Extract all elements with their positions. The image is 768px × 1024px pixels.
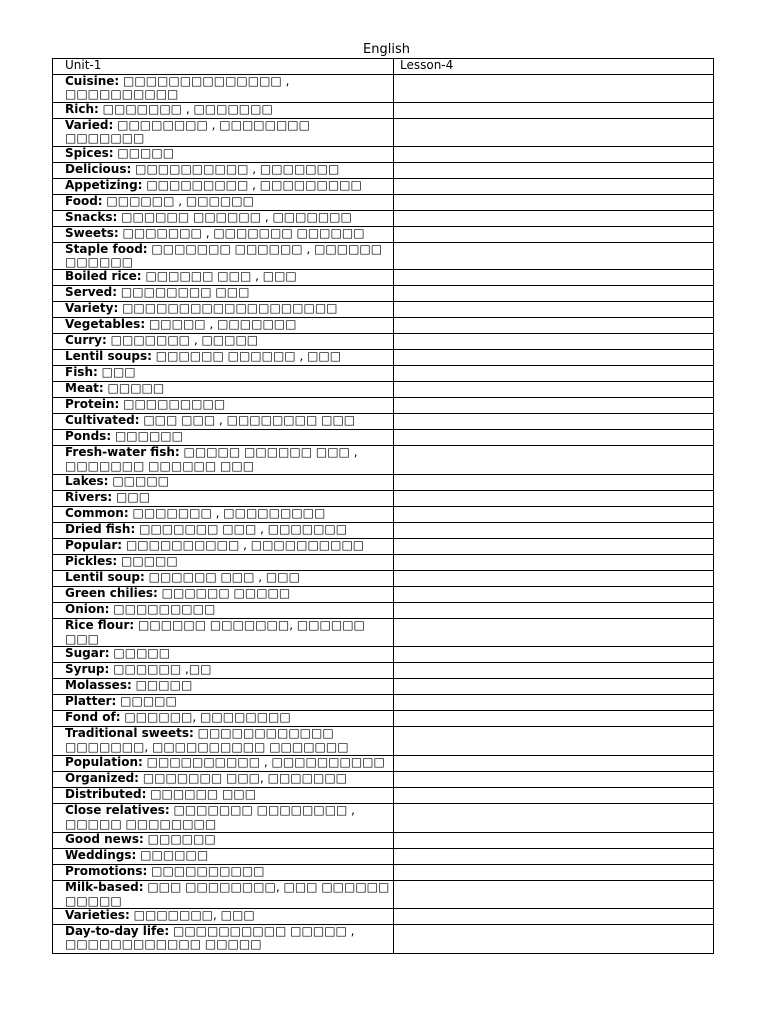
vocab-entry-cell bbox=[53, 318, 394, 334]
empty-cell bbox=[394, 507, 714, 523]
vocab-term: Fish: bbox=[65, 365, 98, 380]
empty-cell bbox=[394, 430, 714, 446]
vocab-entry-cell bbox=[53, 286, 394, 302]
vocab-meaning: □□□□□□□□□□□□□□□□□□□ bbox=[122, 301, 338, 316]
vocab-meaning: □□□□□□□, □□□ bbox=[133, 908, 255, 923]
vocab-entry-cell bbox=[53, 571, 394, 587]
vocab-term: Molasses: bbox=[65, 678, 132, 693]
vocab-entry-cell bbox=[53, 711, 394, 727]
vocab-term: Distributed: bbox=[65, 787, 147, 802]
vocab-entry-cell bbox=[53, 539, 394, 555]
vocab-term: Appetizing: bbox=[65, 178, 143, 192]
vocab-term: Curry: bbox=[65, 333, 107, 348]
empty-cell bbox=[394, 711, 714, 727]
vocabulary-table bbox=[52, 58, 714, 954]
vocab-term: Sugar: bbox=[65, 646, 110, 661]
table-row bbox=[53, 587, 714, 603]
lesson-header: Lesson-4 bbox=[394, 59, 714, 75]
empty-cell bbox=[394, 571, 714, 587]
table-row bbox=[53, 146, 714, 162]
vocab-meaning: □□□ bbox=[101, 365, 136, 380]
vocab-entry-cell bbox=[53, 555, 394, 571]
vocab-term: Meat: bbox=[65, 381, 104, 396]
vocab-meaning: □□□□□□, □□□□□□□□ bbox=[124, 710, 291, 725]
empty-cell bbox=[394, 242, 714, 270]
table-row bbox=[53, 270, 714, 286]
table-row bbox=[53, 523, 714, 539]
empty-cell bbox=[394, 146, 714, 162]
table-row bbox=[53, 286, 714, 302]
vocab-meaning: □□□□□□ □□□□□ bbox=[161, 586, 291, 601]
empty-cell bbox=[394, 647, 714, 663]
empty-cell bbox=[394, 788, 714, 804]
table-row bbox=[53, 194, 714, 210]
empty-cell bbox=[394, 162, 714, 178]
table-row bbox=[53, 398, 714, 414]
vocab-term: Spices: bbox=[65, 146, 114, 160]
vocab-term: Vegetables: bbox=[65, 317, 146, 332]
vocab-meaning: □□□□□□□□□□ bbox=[151, 864, 265, 879]
vocab-meaning: □□□□□□□□□□ , □□□□□□□ bbox=[135, 162, 340, 176]
table-row bbox=[53, 619, 714, 647]
vocab-entry-cell bbox=[53, 382, 394, 398]
empty-cell bbox=[394, 587, 714, 603]
vocab-entry-cell bbox=[53, 491, 394, 507]
empty-cell bbox=[394, 727, 714, 756]
vocab-meaning: □□□□□ bbox=[135, 678, 193, 693]
vocab-entry-cell bbox=[53, 788, 394, 804]
empty-cell bbox=[394, 382, 714, 398]
empty-cell bbox=[394, 318, 714, 334]
empty-cell bbox=[394, 350, 714, 366]
vocab-meaning: □□□□□□□ □□□, □□□□□□□ bbox=[142, 771, 347, 786]
empty-cell bbox=[394, 210, 714, 226]
vocab-entry-cell bbox=[53, 695, 394, 711]
table-row bbox=[53, 881, 714, 909]
empty-cell bbox=[394, 925, 714, 954]
vocab-term: Weddings: bbox=[65, 848, 137, 863]
vocab-term: Rice flour: bbox=[65, 618, 135, 633]
empty-cell bbox=[394, 539, 714, 555]
vocab-entry-cell bbox=[53, 270, 394, 286]
vocab-term: Pickles: bbox=[65, 554, 118, 569]
vocab-term: Rich: bbox=[65, 102, 99, 116]
table-row bbox=[53, 491, 714, 507]
empty-cell bbox=[394, 833, 714, 849]
vocab-entry-cell bbox=[53, 925, 394, 954]
vocab-entry-cell bbox=[53, 242, 394, 270]
table-header-row bbox=[53, 59, 714, 75]
vocab-term: Snacks: bbox=[65, 210, 118, 224]
vocab-entry-cell bbox=[53, 833, 394, 849]
table-row bbox=[53, 414, 714, 430]
vocab-term: Good news: bbox=[65, 832, 144, 847]
vocab-meaning: □□□□□□□□□□□□□□ , □□□□□□□□□□ bbox=[65, 74, 290, 102]
table-row bbox=[53, 647, 714, 663]
table-row bbox=[53, 727, 714, 756]
vocab-meaning: □□□□□□ bbox=[140, 848, 209, 863]
empty-cell bbox=[394, 555, 714, 571]
vocab-meaning: □□□□□□□□ , □□□□□□□□ □□□□□□□ bbox=[65, 118, 310, 146]
empty-cell bbox=[394, 756, 714, 772]
vocab-meaning: □□□□□ bbox=[121, 554, 178, 569]
vocab-meaning: □□□□□ bbox=[107, 381, 165, 396]
table-row bbox=[53, 555, 714, 571]
vocab-meaning: □□□□□□ □□□□□□ , □□□ bbox=[155, 349, 342, 364]
empty-cell bbox=[394, 118, 714, 146]
empty-cell bbox=[394, 334, 714, 350]
vocab-meaning: □□□□□□□□□□ , □□□□□□□□□□ bbox=[146, 755, 385, 770]
table-row bbox=[53, 603, 714, 619]
table-row bbox=[53, 539, 714, 555]
table-row bbox=[53, 507, 714, 523]
vocab-entry-cell bbox=[53, 162, 394, 178]
vocab-term: Milk-based: bbox=[65, 880, 144, 895]
vocab-meaning: □□□□□ bbox=[117, 146, 175, 160]
vocab-term: Fond of: bbox=[65, 710, 121, 725]
vocab-meaning: □□□□□□□□□□□□ □□□□□□□, □□□□□□□□□□ □□□□□□□ bbox=[65, 726, 349, 754]
table-row bbox=[53, 804, 714, 833]
vocab-meaning: □□□□□□ □□□ bbox=[150, 787, 257, 802]
table-row bbox=[53, 849, 714, 865]
table-row bbox=[53, 302, 714, 318]
vocab-entry-cell bbox=[53, 849, 394, 865]
vocab-term: Platter: bbox=[65, 694, 117, 709]
empty-cell bbox=[394, 286, 714, 302]
vocab-entry-cell bbox=[53, 334, 394, 350]
vocab-term: Lentil soup: bbox=[65, 570, 145, 585]
empty-cell bbox=[394, 178, 714, 194]
vocab-entry-cell bbox=[53, 587, 394, 603]
vocab-meaning: □□□□□□ □□□□□□ , □□□□□□□ bbox=[121, 210, 352, 224]
vocab-entry-cell bbox=[53, 146, 394, 162]
vocab-entry-cell bbox=[53, 727, 394, 756]
table-row bbox=[53, 711, 714, 727]
vocab-term: Served: bbox=[65, 285, 118, 300]
table-row bbox=[53, 430, 714, 446]
vocab-entry-cell bbox=[53, 178, 394, 194]
table-row bbox=[53, 865, 714, 881]
vocab-term: Ponds: bbox=[65, 429, 112, 444]
empty-cell bbox=[394, 663, 714, 679]
vocab-meaning: □□□□□□□□□ bbox=[113, 602, 216, 617]
table-row bbox=[53, 178, 714, 194]
vocab-term: Variety: bbox=[65, 301, 119, 316]
vocab-term: Day-to-day life: bbox=[65, 924, 170, 939]
empty-cell bbox=[394, 523, 714, 539]
vocab-term: Organized: bbox=[65, 771, 139, 786]
empty-cell bbox=[394, 270, 714, 286]
vocab-entry-cell bbox=[53, 102, 394, 118]
vocab-meaning: □□□□□ bbox=[113, 646, 171, 661]
vocab-meaning: □□□□□ bbox=[112, 474, 170, 489]
vocab-meaning: □□□□□□□ , □□□□□□□□□ bbox=[132, 506, 326, 521]
vocab-term: Fresh-water fish: bbox=[65, 445, 180, 460]
vocab-entry-cell bbox=[53, 430, 394, 446]
table-row bbox=[53, 366, 714, 382]
table-row bbox=[53, 334, 714, 350]
vocab-entry-cell bbox=[53, 446, 394, 475]
vocab-entry-cell bbox=[53, 804, 394, 833]
empty-cell bbox=[394, 679, 714, 695]
empty-cell bbox=[394, 414, 714, 430]
vocab-term: Staple food: bbox=[65, 242, 148, 256]
vocab-meaning: □□□□□ bbox=[120, 694, 177, 709]
table-row bbox=[53, 118, 714, 146]
vocab-term: Common: bbox=[65, 506, 129, 521]
vocab-term: Cuisine: bbox=[65, 74, 120, 88]
table-row bbox=[53, 162, 714, 178]
vocab-term: Food: bbox=[65, 194, 103, 208]
vocab-meaning: □□□□□□ □□□ , □□□ bbox=[145, 269, 297, 284]
table-row bbox=[53, 226, 714, 242]
empty-cell bbox=[394, 75, 714, 103]
vocab-meaning: □□□□□□ ,□□ bbox=[113, 662, 212, 677]
empty-cell bbox=[394, 772, 714, 788]
page-title: English bbox=[363, 42, 410, 57]
vocab-entry-cell bbox=[53, 523, 394, 539]
vocab-meaning: □□□□□ □□□□□□ □□□ , □□□□□□□ □□□□□□ □□□ bbox=[65, 445, 358, 473]
table-row bbox=[53, 382, 714, 398]
vocab-meaning: □□□ □□□ , □□□□□□□□ □□□ bbox=[143, 413, 356, 428]
vocab-meaning: □□□□□□□□□ , □□□□□□□□□ bbox=[146, 178, 362, 192]
vocab-meaning: □□□□□□ , □□□□□□ bbox=[106, 194, 254, 208]
empty-cell bbox=[394, 302, 714, 318]
empty-cell bbox=[394, 695, 714, 711]
empty-cell bbox=[394, 909, 714, 925]
empty-cell bbox=[394, 366, 714, 382]
table-row bbox=[53, 350, 714, 366]
vocab-entry-cell bbox=[53, 881, 394, 909]
vocab-entry-cell bbox=[53, 909, 394, 925]
vocab-meaning: □□□□□□□ □□□□□□ , □□□□□□ □□□□□□ bbox=[65, 242, 383, 270]
vocab-meaning: □□□□□□ bbox=[114, 429, 183, 444]
vocab-term: Delicious: bbox=[65, 162, 132, 176]
vocab-term: Lakes: bbox=[65, 474, 109, 489]
empty-cell bbox=[394, 804, 714, 833]
table-row bbox=[53, 446, 714, 475]
vocab-entry-cell bbox=[53, 118, 394, 146]
vocab-meaning: □□□□□□ bbox=[147, 832, 216, 847]
vocab-meaning: □□□□□□□ , □□□□□□□ □□□□□□ bbox=[122, 226, 365, 240]
vocab-entry-cell bbox=[53, 663, 394, 679]
vocab-entry-cell bbox=[53, 350, 394, 366]
vocab-entry-cell bbox=[53, 366, 394, 382]
vocab-meaning: □□□□□□ □□□□□□□, □□□□□□ □□□ bbox=[65, 618, 365, 646]
vocab-entry-cell bbox=[53, 679, 394, 695]
vocab-meaning: □□□ □□□□□□□□, □□□ □□□□□□ □□□□□ bbox=[65, 880, 390, 908]
vocab-term: Boiled rice: bbox=[65, 269, 142, 284]
vocab-meaning: □□□□□□□ , □□□□□□□ bbox=[102, 102, 273, 116]
table-row bbox=[53, 242, 714, 270]
vocab-meaning: □□□□□□ □□□ , □□□ bbox=[148, 570, 300, 585]
vocab-meaning: □□□□□□□ , □□□□□ bbox=[110, 333, 259, 348]
empty-cell bbox=[394, 619, 714, 647]
vocab-term: Close relatives: bbox=[65, 803, 170, 818]
table-row bbox=[53, 772, 714, 788]
empty-cell bbox=[394, 849, 714, 865]
table-row bbox=[53, 571, 714, 587]
table-row bbox=[53, 756, 714, 772]
vocab-meaning: □□□□□□□□□□ , □□□□□□□□□□ bbox=[125, 538, 365, 553]
empty-cell bbox=[394, 102, 714, 118]
vocab-entry-cell bbox=[53, 772, 394, 788]
table-row bbox=[53, 695, 714, 711]
vocab-meaning: □□□□□□□□□□ □□□□□ , □□□□□□□□□□□□ □□□□□ bbox=[65, 924, 355, 952]
table-row bbox=[53, 210, 714, 226]
vocab-entry-cell bbox=[53, 226, 394, 242]
vocab-entry-cell bbox=[53, 210, 394, 226]
vocab-entry-cell bbox=[53, 414, 394, 430]
table-row bbox=[53, 102, 714, 118]
vocab-term: Syrup: bbox=[65, 662, 110, 677]
empty-cell bbox=[394, 398, 714, 414]
vocab-meaning: □□□□□□□ □□□□□□□□ , □□□□□ □□□□□□□□ bbox=[65, 803, 355, 831]
vocab-term: Onion: bbox=[65, 602, 110, 617]
table-row bbox=[53, 909, 714, 925]
empty-cell bbox=[394, 881, 714, 909]
vocab-term: Sweets: bbox=[65, 226, 119, 240]
empty-cell bbox=[394, 603, 714, 619]
vocab-entry-cell bbox=[53, 507, 394, 523]
table-row bbox=[53, 663, 714, 679]
table-row bbox=[53, 833, 714, 849]
empty-cell bbox=[394, 194, 714, 210]
empty-cell bbox=[394, 491, 714, 507]
table-row bbox=[53, 788, 714, 804]
vocab-meaning: □□□□□□□□□ bbox=[123, 397, 226, 412]
vocab-term: Cultivated: bbox=[65, 413, 140, 428]
vocab-term: Population: bbox=[65, 755, 143, 770]
empty-cell bbox=[394, 226, 714, 242]
vocab-term: Popular: bbox=[65, 538, 123, 553]
vocab-term: Protein: bbox=[65, 397, 120, 412]
vocab-term: Lentil soups: bbox=[65, 349, 152, 364]
vocab-term: Green chilies: bbox=[65, 586, 158, 601]
vocab-term: Rivers: bbox=[65, 490, 113, 505]
vocab-term: Varieties: bbox=[65, 908, 130, 923]
vocab-entry-cell bbox=[53, 865, 394, 881]
vocab-entry-cell bbox=[53, 75, 394, 103]
vocab-entry-cell bbox=[53, 756, 394, 772]
vocab-term: Promotions: bbox=[65, 864, 148, 879]
vocab-meaning: □□□ bbox=[116, 490, 151, 505]
vocab-entry-cell bbox=[53, 619, 394, 647]
vocab-meaning: □□□□□□□□ □□□ bbox=[120, 285, 250, 300]
vocab-entry-cell bbox=[53, 194, 394, 210]
vocab-entry-cell bbox=[53, 302, 394, 318]
empty-cell bbox=[394, 475, 714, 491]
vocab-meaning: □□□□□ , □□□□□□□ bbox=[148, 317, 297, 332]
vocab-meaning: □□□□□□□ □□□ , □□□□□□□ bbox=[139, 522, 348, 537]
vocab-entry-cell bbox=[53, 603, 394, 619]
table-row bbox=[53, 75, 714, 103]
table-row bbox=[53, 679, 714, 695]
vocab-term: Traditional sweets: bbox=[65, 726, 194, 741]
vocab-entry-cell bbox=[53, 475, 394, 491]
vocab-term: Dried fish: bbox=[65, 522, 136, 537]
table-row bbox=[53, 475, 714, 491]
unit-header: Unit-1 bbox=[53, 59, 394, 75]
vocab-term: Varied: bbox=[65, 118, 114, 132]
vocab-entry-cell bbox=[53, 647, 394, 663]
table-row bbox=[53, 318, 714, 334]
vocab-entry-cell bbox=[53, 398, 394, 414]
empty-cell bbox=[394, 865, 714, 881]
empty-cell bbox=[394, 446, 714, 475]
table-row bbox=[53, 925, 714, 954]
